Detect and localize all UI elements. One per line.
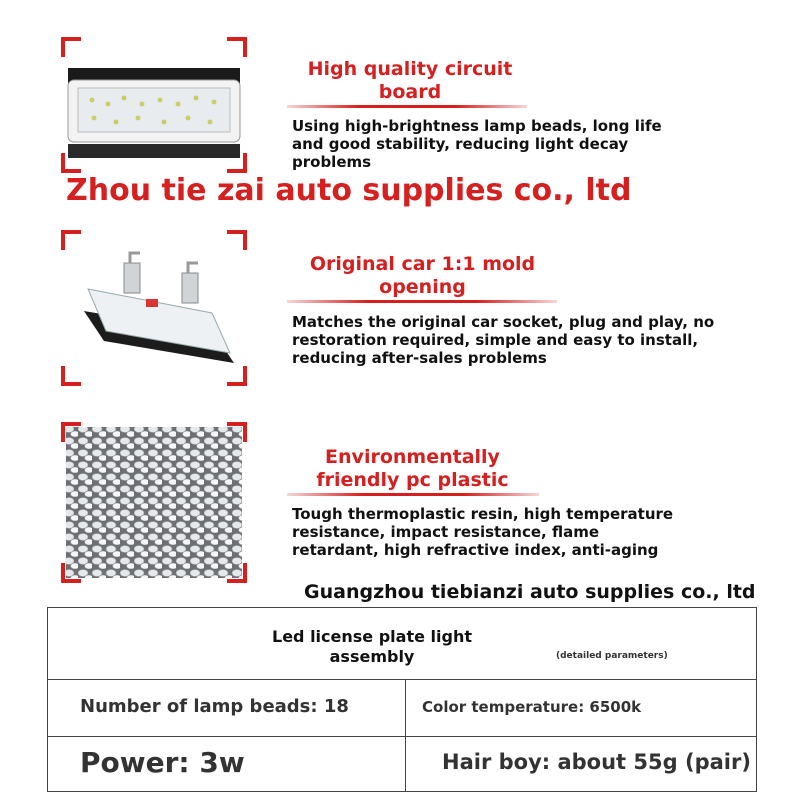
lamp-housing-image bbox=[64, 233, 244, 383]
feature-3-title: Environmentally friendly pc plastic bbox=[316, 446, 509, 491]
weight-value: Hair boy: about 55g (pair) bbox=[442, 750, 751, 774]
feature-2-description: Matches the original car socket, plug and play, no restoration required, simple and easy to install, reducing after-sales problems bbox=[292, 313, 715, 367]
company-watermark-black: Guangzhou tiebianzi auto supplies co., ltd bbox=[304, 581, 756, 603]
feature-3-title-underline bbox=[287, 493, 539, 496]
color-temperature-value: Color temperature: 6500k bbox=[422, 698, 642, 716]
feature-1-title-underline bbox=[287, 105, 527, 108]
feature-3-description: Tough thermoplastic resin, high temperature resistance, impact resistance, flame retardant, high refractive index, anti-aging bbox=[292, 505, 674, 559]
circuit-board-image bbox=[64, 40, 244, 170]
table-row bbox=[48, 679, 756, 737]
feature-2-title-underline bbox=[287, 300, 557, 303]
lamp-housing-illustration bbox=[64, 233, 244, 383]
table-row bbox=[48, 736, 756, 792]
company-watermark-red: Zhou tie zai auto supplies co., ltd bbox=[66, 173, 632, 208]
lamp-beads-value: Number of lamp beads: 18 bbox=[80, 696, 349, 717]
feature-2-title: Original car 1:1 mold opening bbox=[309, 253, 536, 298]
pellets-illustration bbox=[64, 425, 244, 580]
product-name: Led license plate light assembly bbox=[272, 627, 472, 666]
table-divider bbox=[405, 679, 406, 792]
parameters-table bbox=[47, 607, 757, 792]
circuit-board-illustration bbox=[64, 40, 244, 170]
pc-plastic-pellets-image bbox=[64, 425, 244, 580]
table-header-row bbox=[48, 608, 756, 680]
feature-1-description: Using high-brightness lamp beads, long life and good stability, reducing light decay problems bbox=[292, 117, 662, 171]
power-value: Power: 3w bbox=[80, 746, 245, 779]
detailed-parameters-note: (detailed parameters) bbox=[556, 651, 668, 661]
feature-1-title: High quality circuit board bbox=[307, 58, 513, 103]
